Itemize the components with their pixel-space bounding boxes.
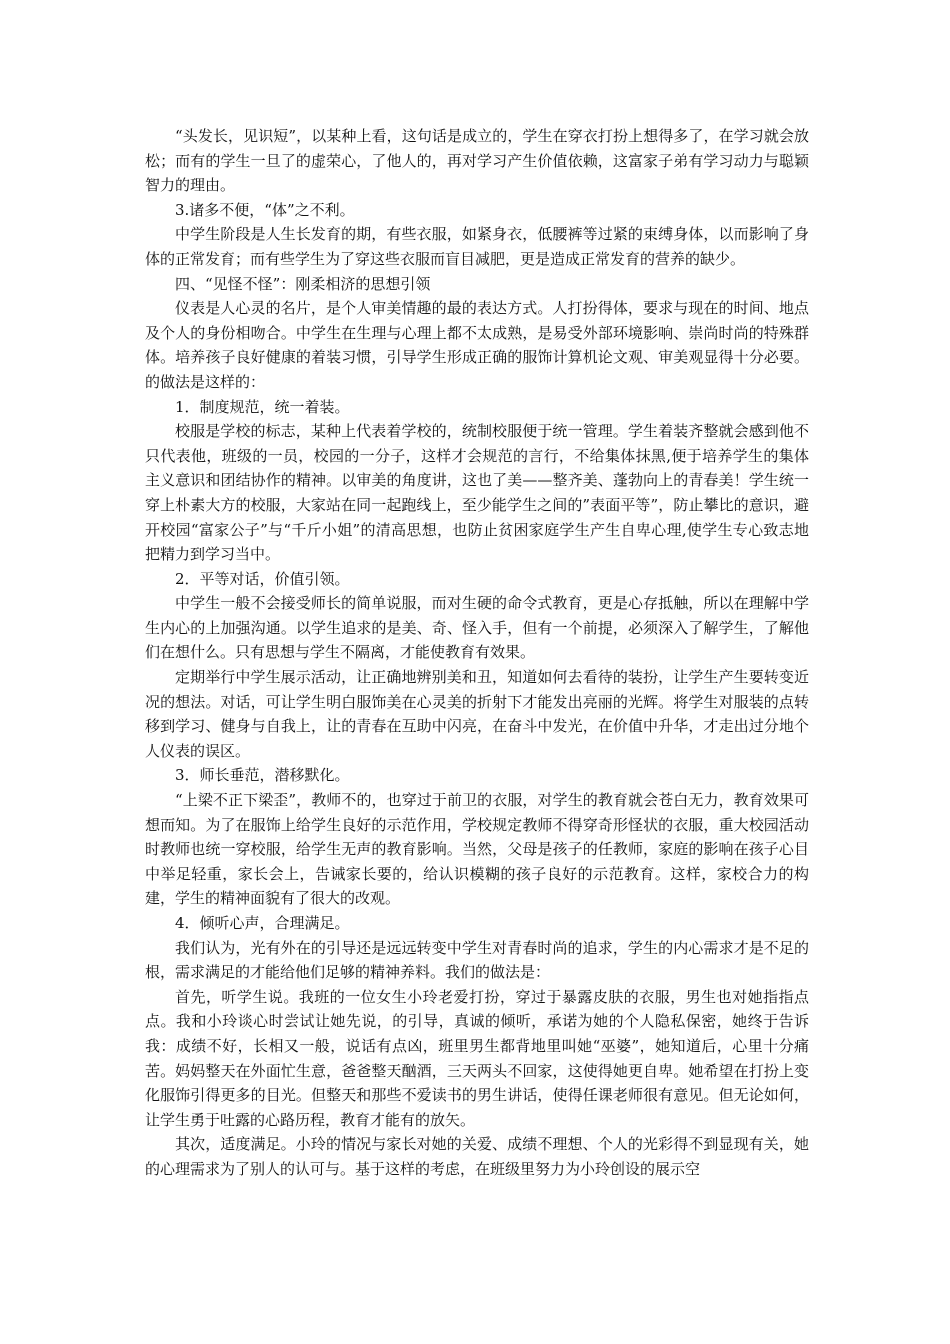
paragraph: “上梁不正下梁歪”，教师不的，也穿过于前卫的衣服，对学生的教育就会苍白无力，教育效果可想而知。为了在服饰上给学生良好的示范作用，学校规定教师不得穿奇形怪状的衣服，重大校园活动时教师也统一穿校服，给学生无声的教育影响。当然，父母是孩子的任教师，家庭的影响在孩子心目中举足轻重，家长会上，告诫家长要的，给认识模糊的孩子良好的示范教育。这样，家校合力的构建，学生的精神面貌有了很大的改观。 xyxy=(145,791,809,908)
paragraph: 其次，适度满足。小玲的情况与家长对她的关爱、成绩不理想、个人的光彩得不到显现有关，她的心理需求为了别人的认可与。基于这样的考虑，在班级里努力为小玲创设的展示空 xyxy=(145,1135,809,1178)
paragraph: 仪表是人心灵的名片，是个人审美情趣的最的表达方式。人打扮得体，要求与现在的时间、地点及个人的身份相吻合。中学生在生理与心理上都不太成熟，是易受外部环境影响、崇尚时尚的特殊群体。培养孩子良好健康的着装习惯，引导学生形成正确的服饰计算机论文观、审美观显得十分必要。的做法是这样的： xyxy=(145,299,809,391)
paragraph: 校服是学校的标志，某种上代表着学校的，统制校服便于统一管理。学生着装齐整就会感到他不只代表他，班级的一员，校园的一分子，这样才会规范的言行，不给集体抹黑,便于培养学生的集体主义意识和团结协作的精神。以审美的角度讲，这也了美——整齐美、蓬勃向上的青春美！学生统一穿上朴素大方的校服，大家站在同一起跑线上，至少能学生之间的”表面平等”，防止攀比的意识，避开校园“富家公子”与“千斤小姐”的清高思想，也防止贫困家庭学生产生自卑心理,使学生专心致志地把精力到学习当中。 xyxy=(145,422,809,564)
section-heading: 4．倾听心声，合理满足。 xyxy=(175,914,350,932)
section-heading: 3．师长垂范，潜移默化。 xyxy=(175,766,350,785)
document-body xyxy=(145,124,809,1182)
paragraph: 首先，听学生说。我班的一位女生小玲老爱打扮，穿过于暴露皮肤的衣服，男生也对她指指点点。我和小玲谈心时尝试让她先说，的引导，真诚的倾听，承诺为她的个人隐私保密，她终于告诉我：成绩不好，长相又一般，说话有点凶，班里男生都背地里叫她“巫婆”，她知道后，心里十分痛苦。妈妈整天在外面忙生意，爸爸整天酗酒，三天两头不回家，这使得她更自卑。她希望在打扮上变化服饰引得更多的目光。但整天和那些不爱读书的男生讲话，使得任课老师很有意见。但无论如何，让学生勇于吐露的心路历程，教育才能有的放矢。 xyxy=(145,987,809,1129)
paragraph: 中学生阶段是人生长发育的期，有些衣服，如紧身衣，低腰裤等过紧的束缚身体，以而影响了身体的正常发育；而有些学生为了穿这些衣服而盲目减肥，更是造成正常发育的营养的缺少。 xyxy=(145,225,809,268)
section-heading: 1．制度规范，统一着装。 xyxy=(175,397,350,416)
paragraph: “头发长，见识短”，以某种上看，这句话是成立的，学生在穿衣打扮上想得多了，在学习就会放松；而有的学生一旦了的虚荣心，了他人的，再对学习产生价值依赖，这富家子弟有学习动力与聪颖智力的理由。 xyxy=(145,127,809,195)
paragraph: 定期举行中学生展示活动，让正确地辨别美和丑，知道如何去看待的装扮，让学生产生要转变近况的想法。对话，可让学生明白服饰美在心灵美的折射下才能发出亮丽的光辉。将学生对服装的点转移到学习、健身与自我上，让的青春在互助中闪亮，在奋斗中发光，在价值中升华，才走出过分地个人仪表的误区。 xyxy=(145,668,809,760)
section-heading: 2．平等对话，价值引领。 xyxy=(175,569,350,588)
section-heading: 3.诸多不便，“体”之不利。 xyxy=(175,200,355,219)
section-heading: 四、“见怪不怪”：刚柔相济的思想引领 xyxy=(175,274,431,293)
paragraph: 我们认为，光有外在的引导还是远远转变中学生对青春时尚的追求，学生的内心需求才是不足的根，需求满足的才能给他们足够的精神养料。我们的做法是： xyxy=(145,938,809,982)
paragraph: 中学生一般不会接受师长的简单说服，而对生硬的命令式教育，更是心存抵触，所以在理解中学生内心的上加强沟通。以学生追求的是美、奇、怪入手，但有一个前提，必须深入了解学生，了解他们在想什么。只有思想与学生不隔离，才能使教育有效果。 xyxy=(145,594,809,662)
